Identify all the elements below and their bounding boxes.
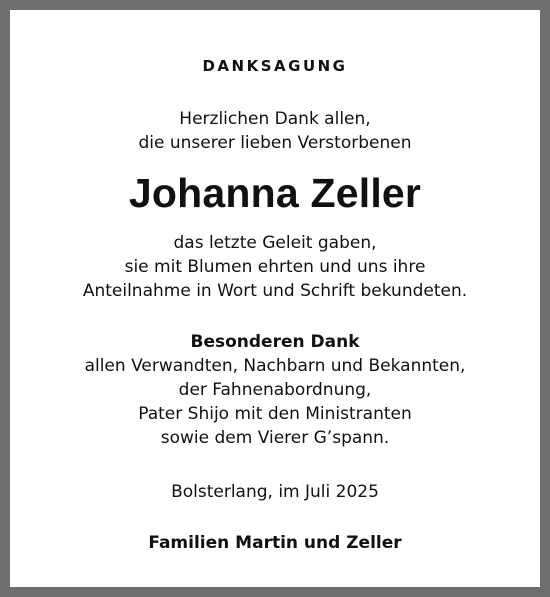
special-line-1: allen Verwandten, Nachbarn und Bekannten, [84,356,466,376]
special-line-4: sowie dem Vierer G’spann. [160,428,390,448]
place-date: Bolsterlang, im Juli 2025 [171,482,379,502]
special-line-2: der Fahnenabordnung, [178,380,372,400]
intro-line-2: die unserer lieben Verstorbenen [138,133,412,153]
intro-line-1: Herzlichen Dank allen, [179,109,371,129]
special-line-3: Pater Shijo mit den Ministranten [138,404,412,424]
signature: Familien Martin und Zeller [148,533,402,553]
body-line-3: Anteilnahme in Wort und Schrift bekundeten. [82,281,468,301]
notice-heading: DANKSAGUNG [202,57,348,75]
body-line-1: das letzte Geleit gaben, [173,233,377,253]
body-line-2: sie mit Blumen ehrten und uns ihre [124,257,426,277]
deceased-name: Johanna Zeller [128,170,422,216]
special-thanks-heading: Besonderen Dank [190,332,360,352]
